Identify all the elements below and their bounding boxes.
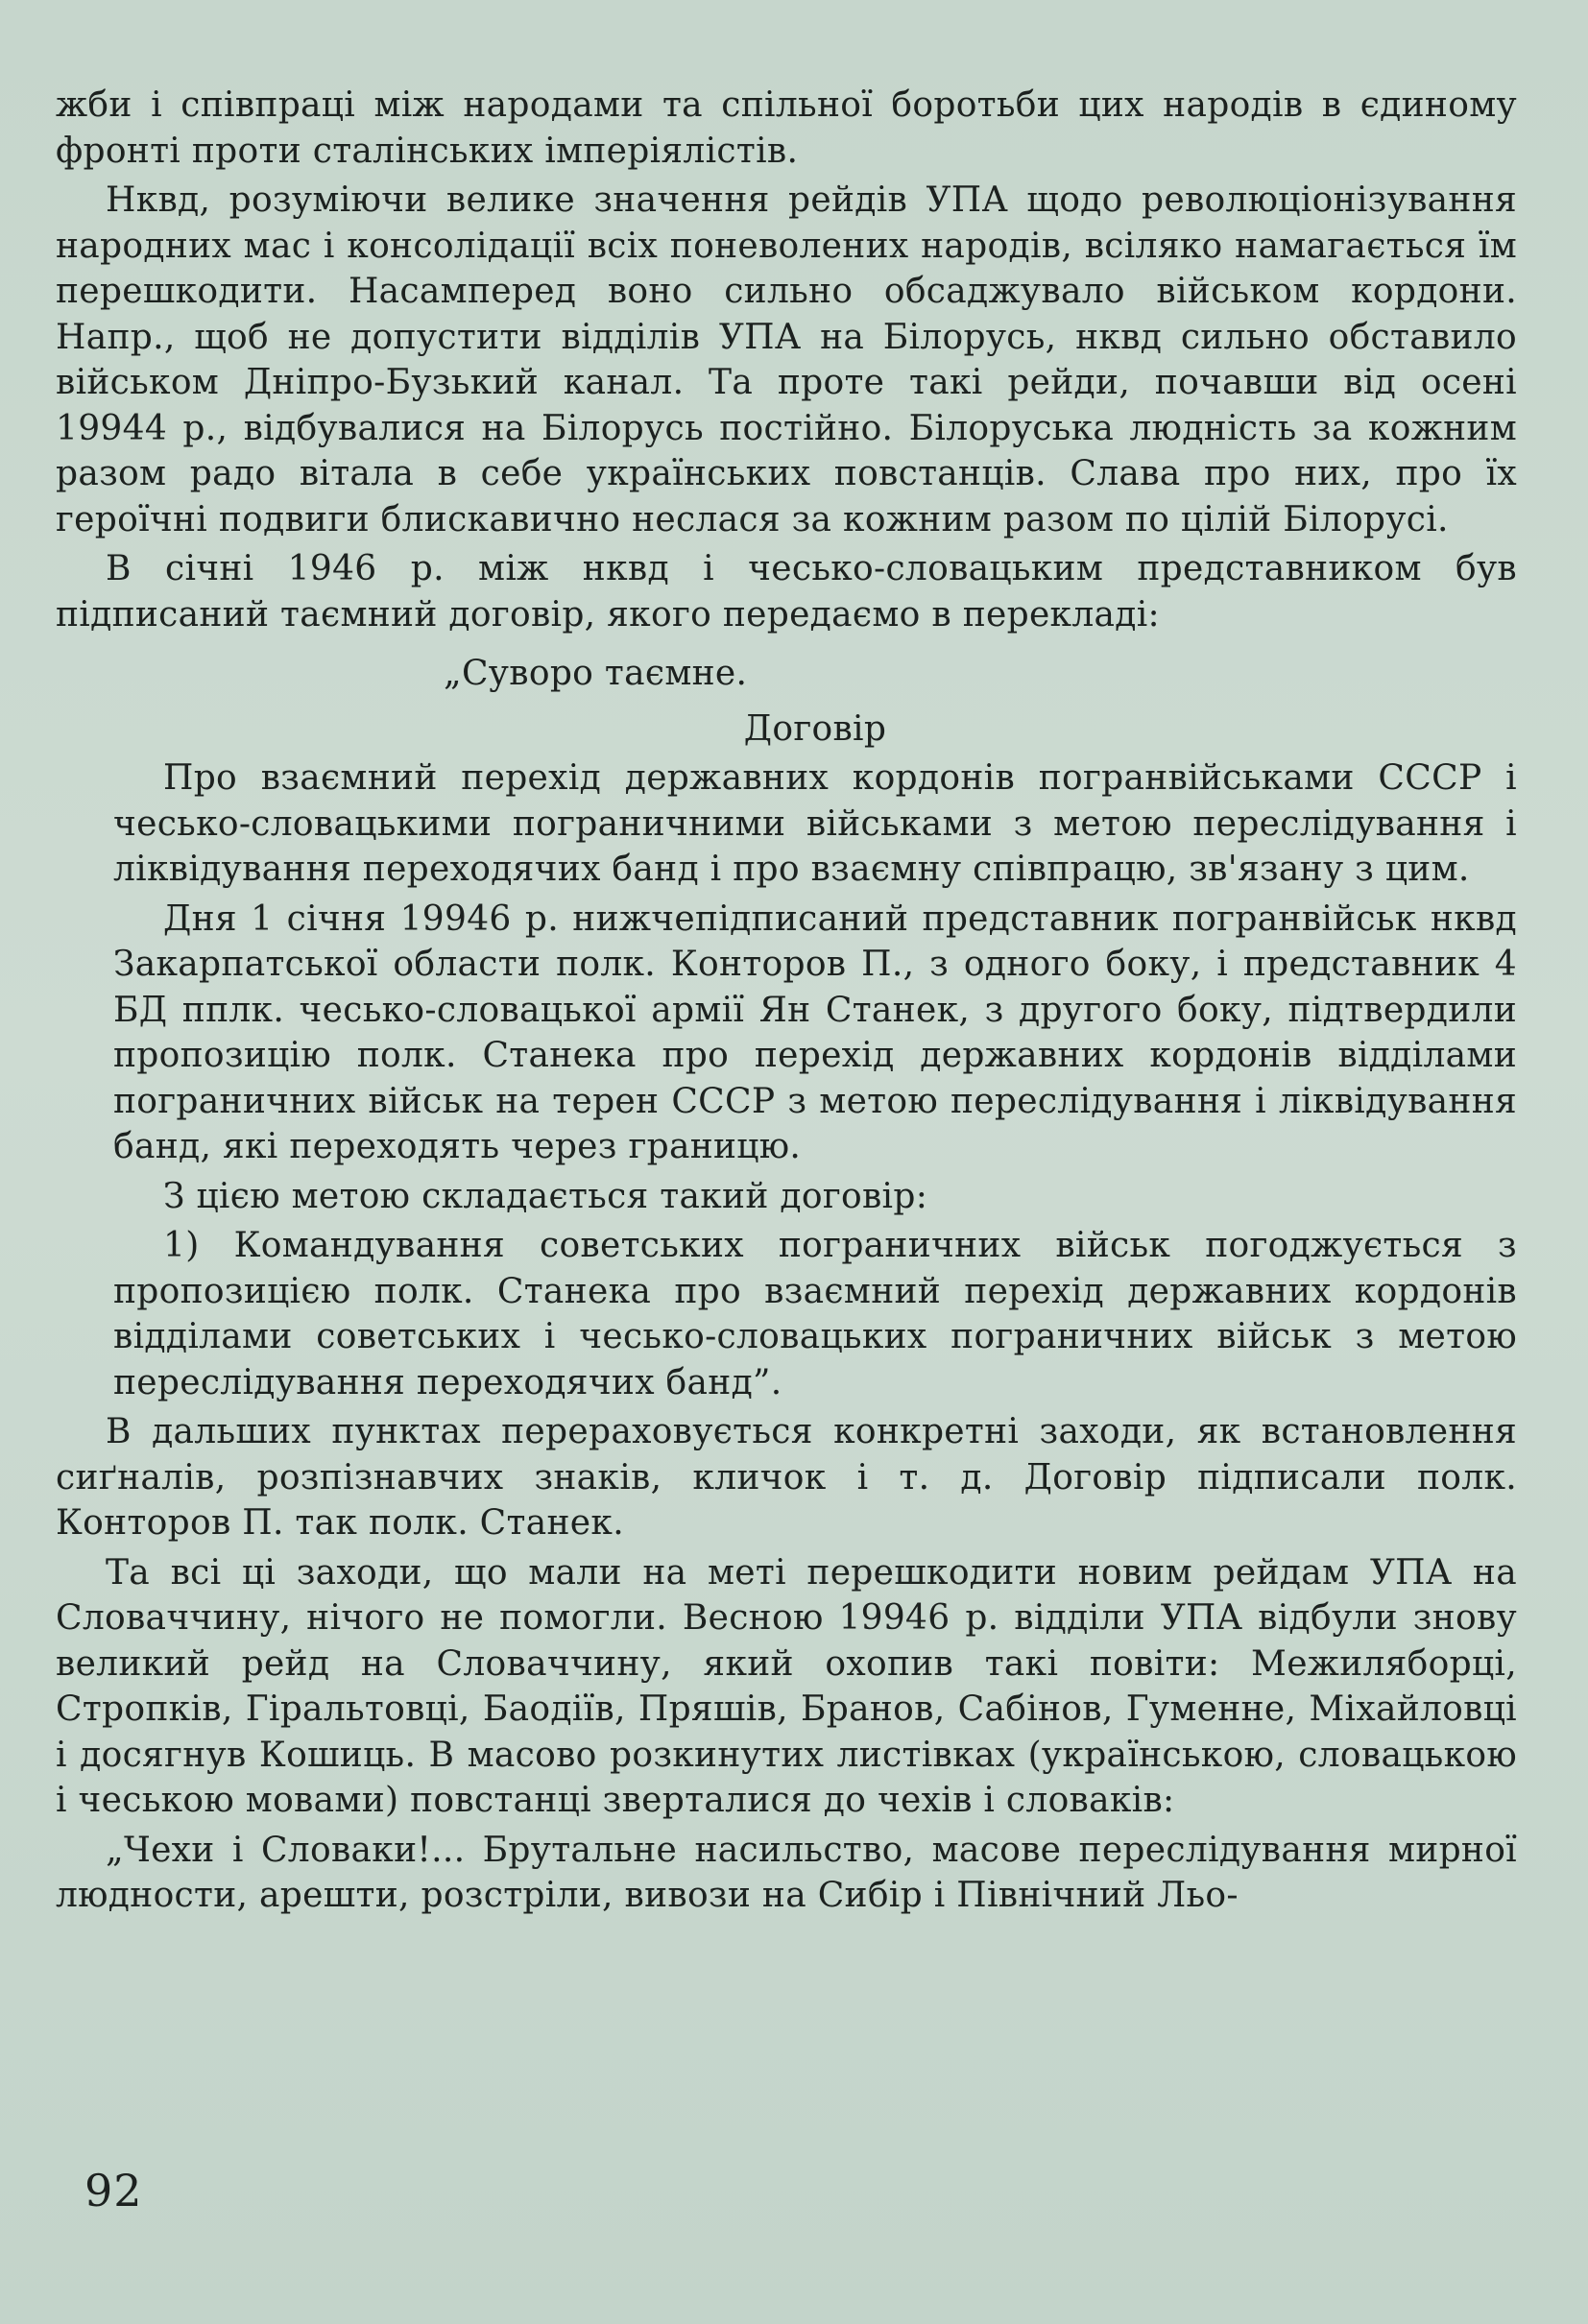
document-item-1: 1) Командування советських пограничних військ погоджується з пропозицією полк. Станека про взаємний перехід державних кордонів відділами советських і чесько-словацьких пограничних військ з метою переслідування переходячих банд”. — [113, 1226, 1517, 1402]
paragraph-leaflet-quote: „Чехи і Словаки!... Брутальне насильство, масове переслідування мирної людности, арешти, розстріли, вивози на Сибір і Північний Льо- — [56, 1830, 1517, 1915]
paragraph-nkvd: Нквд, розуміючи велике значення рейдів УПА щодо революціонізування народних мас і консолідації всіх поневолених народів, всіляко намагається їм перешкодити. Насамперед воно сильно обсаджувало військом кордони. Напр., щоб не допустити відділів УПА на Білорусь, нквд сильно обставило військом Дніпро-Бузький канал. Та проте такі рейди, почавши від осені 19944 р., відбувалися на Білорусь постійно. Білоруська людність за кожним разом радо вітала в себе українських повстанців. Слава про них, про їх героїчні подвиги блискавично неслася за кожним разом по цілій Білорусі. — [56, 180, 1517, 539]
document-classification: „Суворо таємне. — [444, 654, 748, 693]
document-intro: З цією метою складається такий договір: — [163, 1176, 928, 1216]
paragraph-continuation: жби і співпраці між народами та спільної боротьби цих народів в єдиному фронті проти сталінських імперіялістів. — [56, 85, 1517, 171]
document-subject: Про взаємний перехід державних кордонів погранвійськами СССР і чесько-словацькими пограничними військами з метою переслідування і ліквідування переходячих банд і про взаємну співпрацю, зв'язану з цим. — [113, 758, 1517, 889]
paragraph-further-points: В дальших пунктах перераховується конкретні заходи, як встановлення сиґналів, розпізнавчих знаків, кличок і т. д. Договір підписали полк. Конторов П. так полк. Станек. — [56, 1412, 1517, 1543]
paragraph-treaty-intro: В січні 1946 р. між нквд і чесько-словацьким представником був підписаний таємний договір, якого передаємо в перекладі: — [56, 549, 1517, 635]
paragraph-raid-slovakia: Та всі ці заходи, що мали на меті перешкодити новим рейдам УПА на Словаччину, нічого не помогли. Весною 19946 р. відділи УПА відбули знову великий рейд на Словаччину, який охопив такі повіти: Межиляборці, Стропків, Гіральтовці, Баодіїв, Пряшів, Бранов, Сабінов, Гуменне, Міхайловці і досягнув Кошиць. В масово розкинутих листівках (українською, словацькою і чеською мовами) повстанці зверталися до чехів і словаків: — [56, 1552, 1517, 1820]
quoted-document — [56, 651, 1517, 1405]
page-number: 92 — [84, 2165, 143, 2216]
document-preamble: Дня 1 січня 19946 р. нижчепідписаний представник погранвійськ нквд Закарпатської области полк. Конторов П., з одного боку, і представник 4 БД пплк. чесько-словацької армії Ян Станек, з другого боку, підтвердили пропозицію полк. Станека про перехід державних кордонів відділами пограничних військ на терен СССР з метою переслідування і ліквідування банд, які переходять через границю. — [113, 898, 1517, 1166]
document-title: Договір — [743, 708, 887, 749]
